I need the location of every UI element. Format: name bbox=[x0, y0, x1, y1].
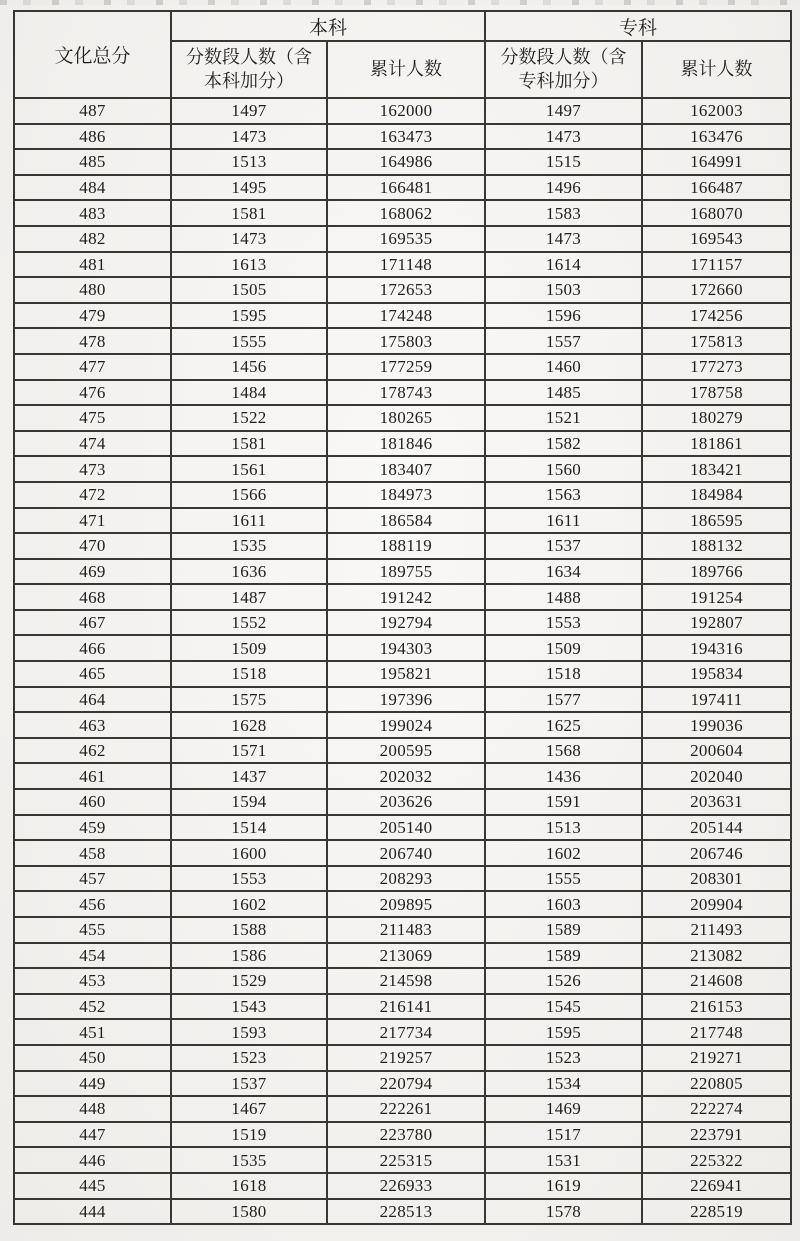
count-cell: 1537 bbox=[485, 533, 642, 559]
count-cell: 1526 bbox=[485, 968, 642, 994]
table-row bbox=[14, 533, 791, 559]
count-cell: 220805 bbox=[642, 1071, 791, 1097]
count-cell: 203626 bbox=[327, 789, 485, 815]
count-cell: 186584 bbox=[327, 508, 485, 534]
count-cell: 1488 bbox=[485, 584, 642, 610]
count-cell: 1614 bbox=[485, 252, 642, 278]
count-cell: 192794 bbox=[327, 610, 485, 636]
count-cell: 223780 bbox=[327, 1122, 485, 1148]
score-cell: 482 bbox=[14, 226, 171, 252]
count-cell: 184973 bbox=[327, 482, 485, 508]
count-cell: 166481 bbox=[327, 175, 485, 201]
count-cell: 1563 bbox=[485, 482, 642, 508]
count-cell: 162003 bbox=[642, 98, 791, 124]
count-cell: 208301 bbox=[642, 866, 791, 892]
count-cell: 1467 bbox=[171, 1096, 327, 1122]
score-cell: 457 bbox=[14, 866, 171, 892]
table-row bbox=[14, 1045, 791, 1071]
group-header-undergraduate: 本科 bbox=[171, 11, 485, 41]
count-cell: 1634 bbox=[485, 559, 642, 585]
count-cell: 178758 bbox=[642, 380, 791, 406]
count-cell: 1531 bbox=[485, 1147, 642, 1173]
count-cell: 177259 bbox=[327, 354, 485, 380]
count-cell: 191254 bbox=[642, 584, 791, 610]
score-cell: 470 bbox=[14, 533, 171, 559]
count-cell: 183407 bbox=[327, 456, 485, 482]
count-cell: 181846 bbox=[327, 431, 485, 457]
count-cell: 1521 bbox=[485, 405, 642, 431]
count-cell: 1460 bbox=[485, 354, 642, 380]
count-cell: 1545 bbox=[485, 994, 642, 1020]
count-cell: 1535 bbox=[171, 533, 327, 559]
score-cell: 476 bbox=[14, 380, 171, 406]
count-cell: 181861 bbox=[642, 431, 791, 457]
table-row bbox=[14, 635, 791, 661]
count-cell: 192807 bbox=[642, 610, 791, 636]
score-cell: 475 bbox=[14, 405, 171, 431]
count-cell: 228519 bbox=[642, 1199, 791, 1225]
score-cell: 479 bbox=[14, 303, 171, 329]
score-cell: 483 bbox=[14, 200, 171, 226]
count-cell: 199024 bbox=[327, 712, 485, 738]
count-cell: 1553 bbox=[485, 610, 642, 636]
table-row bbox=[14, 482, 791, 508]
count-cell: 211483 bbox=[327, 917, 485, 943]
count-cell: 195834 bbox=[642, 661, 791, 687]
count-cell: 184984 bbox=[642, 482, 791, 508]
count-cell: 1509 bbox=[171, 635, 327, 661]
score-cell: 449 bbox=[14, 1071, 171, 1097]
score-cell: 452 bbox=[14, 994, 171, 1020]
count-cell: 169543 bbox=[642, 226, 791, 252]
table-row bbox=[14, 354, 791, 380]
table-row bbox=[14, 891, 791, 917]
count-cell: 217748 bbox=[642, 1019, 791, 1045]
count-cell: 172660 bbox=[642, 277, 791, 303]
count-cell: 214598 bbox=[327, 968, 485, 994]
score-cell: 487 bbox=[14, 98, 171, 124]
count-cell: 216141 bbox=[327, 994, 485, 1020]
count-cell: 163476 bbox=[642, 124, 791, 150]
count-cell: 219271 bbox=[642, 1045, 791, 1071]
count-cell: 1560 bbox=[485, 456, 642, 482]
count-cell: 1557 bbox=[485, 328, 642, 354]
count-cell: 223791 bbox=[642, 1122, 791, 1148]
count-cell: 1589 bbox=[485, 943, 642, 969]
score-cell: 456 bbox=[14, 891, 171, 917]
count-cell: 1625 bbox=[485, 712, 642, 738]
count-cell: 1636 bbox=[171, 559, 327, 585]
count-cell: 1513 bbox=[485, 815, 642, 841]
count-cell: 177273 bbox=[642, 354, 791, 380]
count-cell: 222261 bbox=[327, 1096, 485, 1122]
table-row bbox=[14, 1122, 791, 1148]
count-cell: 171148 bbox=[327, 252, 485, 278]
table-row bbox=[14, 687, 791, 713]
score-cell: 447 bbox=[14, 1122, 171, 1148]
count-cell: 1505 bbox=[171, 277, 327, 303]
score-cell: 455 bbox=[14, 917, 171, 943]
table-row bbox=[14, 1096, 791, 1122]
score-cell: 484 bbox=[14, 175, 171, 201]
count-cell: 1456 bbox=[171, 354, 327, 380]
count-cell: 1581 bbox=[171, 200, 327, 226]
count-cell: 226941 bbox=[642, 1173, 791, 1199]
table-row bbox=[14, 1147, 791, 1173]
count-cell: 1552 bbox=[171, 610, 327, 636]
count-cell: 169535 bbox=[327, 226, 485, 252]
score-cell: 471 bbox=[14, 508, 171, 534]
count-cell: 1543 bbox=[171, 994, 327, 1020]
count-cell: 1577 bbox=[485, 687, 642, 713]
count-cell: 1436 bbox=[485, 763, 642, 789]
table-row bbox=[14, 380, 791, 406]
count-cell: 1535 bbox=[171, 1147, 327, 1173]
count-cell: 1586 bbox=[171, 943, 327, 969]
table-row bbox=[14, 1019, 791, 1045]
count-cell: 219257 bbox=[327, 1045, 485, 1071]
count-cell: 1571 bbox=[171, 738, 327, 764]
col-header-undergrad-band-count: 分数段人数（含本科加分） bbox=[171, 41, 327, 98]
count-cell: 188132 bbox=[642, 533, 791, 559]
score-cell: 451 bbox=[14, 1019, 171, 1045]
count-cell: 1522 bbox=[171, 405, 327, 431]
count-cell: 164986 bbox=[327, 149, 485, 175]
table-row bbox=[14, 1071, 791, 1097]
table-row bbox=[14, 1199, 791, 1225]
count-cell: 166487 bbox=[642, 175, 791, 201]
count-cell: 1578 bbox=[485, 1199, 642, 1225]
score-cell: 486 bbox=[14, 124, 171, 150]
score-cell: 462 bbox=[14, 738, 171, 764]
table-row bbox=[14, 405, 791, 431]
group-header-row bbox=[14, 11, 791, 41]
table-row bbox=[14, 124, 791, 150]
count-cell: 225315 bbox=[327, 1147, 485, 1173]
count-cell: 188119 bbox=[327, 533, 485, 559]
table-row bbox=[14, 277, 791, 303]
table-row bbox=[14, 661, 791, 687]
count-cell: 203631 bbox=[642, 789, 791, 815]
count-cell: 1589 bbox=[485, 917, 642, 943]
score-cell: 473 bbox=[14, 456, 171, 482]
count-cell: 213082 bbox=[642, 943, 791, 969]
count-cell: 163473 bbox=[327, 124, 485, 150]
count-cell: 1618 bbox=[171, 1173, 327, 1199]
score-cell: 461 bbox=[14, 763, 171, 789]
count-cell: 226933 bbox=[327, 1173, 485, 1199]
score-cell: 454 bbox=[14, 943, 171, 969]
count-cell: 1519 bbox=[171, 1122, 327, 1148]
count-cell: 1596 bbox=[485, 303, 642, 329]
table-row bbox=[14, 610, 791, 636]
count-cell: 195821 bbox=[327, 661, 485, 687]
score-cell: 453 bbox=[14, 968, 171, 994]
score-distribution-table bbox=[13, 10, 792, 1225]
count-cell: 1509 bbox=[485, 635, 642, 661]
count-cell: 180265 bbox=[327, 405, 485, 431]
count-cell: 189766 bbox=[642, 559, 791, 585]
count-cell: 180279 bbox=[642, 405, 791, 431]
table-row bbox=[14, 1173, 791, 1199]
count-cell: 1485 bbox=[485, 380, 642, 406]
score-cell: 469 bbox=[14, 559, 171, 585]
table-row bbox=[14, 840, 791, 866]
count-cell: 1495 bbox=[171, 175, 327, 201]
count-cell: 1595 bbox=[171, 303, 327, 329]
score-cell: 465 bbox=[14, 661, 171, 687]
count-cell: 175813 bbox=[642, 328, 791, 354]
count-cell: 191242 bbox=[327, 584, 485, 610]
score-cell: 459 bbox=[14, 815, 171, 841]
count-cell: 1602 bbox=[171, 891, 327, 917]
count-cell: 1593 bbox=[171, 1019, 327, 1045]
count-cell: 1514 bbox=[171, 815, 327, 841]
count-cell: 1515 bbox=[485, 149, 642, 175]
count-cell: 172653 bbox=[327, 277, 485, 303]
count-cell: 1566 bbox=[171, 482, 327, 508]
table-row bbox=[14, 328, 791, 354]
score-cell: 463 bbox=[14, 712, 171, 738]
score-cell: 446 bbox=[14, 1147, 171, 1173]
table-row bbox=[14, 508, 791, 534]
count-cell: 197411 bbox=[642, 687, 791, 713]
count-cell: 1611 bbox=[485, 508, 642, 534]
count-cell: 1437 bbox=[171, 763, 327, 789]
table-header bbox=[14, 11, 791, 98]
table-row bbox=[14, 584, 791, 610]
score-cell: 460 bbox=[14, 789, 171, 815]
count-cell: 1484 bbox=[171, 380, 327, 406]
count-cell: 200604 bbox=[642, 738, 791, 764]
table-row bbox=[14, 303, 791, 329]
count-cell: 200595 bbox=[327, 738, 485, 764]
count-cell: 1594 bbox=[171, 789, 327, 815]
count-cell: 164991 bbox=[642, 149, 791, 175]
count-cell: 1497 bbox=[171, 98, 327, 124]
count-cell: 217734 bbox=[327, 1019, 485, 1045]
count-cell: 1487 bbox=[171, 584, 327, 610]
count-cell: 1497 bbox=[485, 98, 642, 124]
count-cell: 1600 bbox=[171, 840, 327, 866]
score-cell: 468 bbox=[14, 584, 171, 610]
table-row bbox=[14, 431, 791, 457]
score-cell: 467 bbox=[14, 610, 171, 636]
count-cell: 194303 bbox=[327, 635, 485, 661]
score-cell: 450 bbox=[14, 1045, 171, 1071]
count-cell: 1503 bbox=[485, 277, 642, 303]
count-cell: 202040 bbox=[642, 763, 791, 789]
count-cell: 1496 bbox=[485, 175, 642, 201]
count-cell: 1553 bbox=[171, 866, 327, 892]
count-cell: 209904 bbox=[642, 891, 791, 917]
table-row bbox=[14, 994, 791, 1020]
count-cell: 206740 bbox=[327, 840, 485, 866]
score-cell: 481 bbox=[14, 252, 171, 278]
count-cell: 1575 bbox=[171, 687, 327, 713]
score-cell: 444 bbox=[14, 1199, 171, 1225]
count-cell: 220794 bbox=[327, 1071, 485, 1097]
score-cell: 448 bbox=[14, 1096, 171, 1122]
table-row bbox=[14, 559, 791, 585]
count-cell: 1581 bbox=[171, 431, 327, 457]
table-row bbox=[14, 456, 791, 482]
table-row bbox=[14, 98, 791, 124]
count-cell: 1561 bbox=[171, 456, 327, 482]
col-header-undergrad-cumulative: 累计人数 bbox=[327, 41, 485, 98]
score-cell: 485 bbox=[14, 149, 171, 175]
count-cell: 1613 bbox=[171, 252, 327, 278]
count-cell: 1469 bbox=[485, 1096, 642, 1122]
count-cell: 1518 bbox=[171, 661, 327, 687]
count-cell: 197396 bbox=[327, 687, 485, 713]
score-cell: 464 bbox=[14, 687, 171, 713]
table-row bbox=[14, 226, 791, 252]
count-cell: 1523 bbox=[171, 1045, 327, 1071]
count-cell: 1619 bbox=[485, 1173, 642, 1199]
count-cell: 1602 bbox=[485, 840, 642, 866]
count-cell: 186595 bbox=[642, 508, 791, 534]
count-cell: 1537 bbox=[171, 1071, 327, 1097]
col-header-college-cumulative: 累计人数 bbox=[642, 41, 791, 98]
score-cell: 474 bbox=[14, 431, 171, 457]
count-cell: 228513 bbox=[327, 1199, 485, 1225]
table-row bbox=[14, 866, 791, 892]
count-cell: 214608 bbox=[642, 968, 791, 994]
score-table-body bbox=[14, 98, 791, 1224]
score-cell: 458 bbox=[14, 840, 171, 866]
count-cell: 1529 bbox=[171, 968, 327, 994]
count-cell: 168062 bbox=[327, 200, 485, 226]
count-cell: 199036 bbox=[642, 712, 791, 738]
score-cell: 472 bbox=[14, 482, 171, 508]
count-cell: 174248 bbox=[327, 303, 485, 329]
count-cell: 202032 bbox=[327, 763, 485, 789]
table-row bbox=[14, 943, 791, 969]
count-cell: 1582 bbox=[485, 431, 642, 457]
score-cell: 477 bbox=[14, 354, 171, 380]
count-cell: 211493 bbox=[642, 917, 791, 943]
score-cell: 480 bbox=[14, 277, 171, 303]
count-cell: 174256 bbox=[642, 303, 791, 329]
score-cell: 478 bbox=[14, 328, 171, 354]
table-row bbox=[14, 789, 791, 815]
count-cell: 189755 bbox=[327, 559, 485, 585]
count-cell: 183421 bbox=[642, 456, 791, 482]
count-cell: 213069 bbox=[327, 943, 485, 969]
count-cell: 206746 bbox=[642, 840, 791, 866]
count-cell: 1595 bbox=[485, 1019, 642, 1045]
table-row bbox=[14, 252, 791, 278]
count-cell: 1473 bbox=[171, 124, 327, 150]
count-cell: 1611 bbox=[171, 508, 327, 534]
count-cell: 1473 bbox=[171, 226, 327, 252]
table-row bbox=[14, 712, 791, 738]
count-cell: 1583 bbox=[485, 200, 642, 226]
table-row bbox=[14, 968, 791, 994]
count-cell: 1518 bbox=[485, 661, 642, 687]
count-cell: 225322 bbox=[642, 1147, 791, 1173]
table-row bbox=[14, 815, 791, 841]
table-row bbox=[14, 763, 791, 789]
count-cell: 162000 bbox=[327, 98, 485, 124]
count-cell: 1523 bbox=[485, 1045, 642, 1071]
col-header-total-score: 文化总分 bbox=[14, 11, 171, 98]
table-row bbox=[14, 738, 791, 764]
count-cell: 1588 bbox=[171, 917, 327, 943]
count-cell: 1534 bbox=[485, 1071, 642, 1097]
count-cell: 205144 bbox=[642, 815, 791, 841]
count-cell: 1473 bbox=[485, 124, 642, 150]
table-row bbox=[14, 200, 791, 226]
count-cell: 1603 bbox=[485, 891, 642, 917]
count-cell: 1473 bbox=[485, 226, 642, 252]
count-cell: 205140 bbox=[327, 815, 485, 841]
count-cell: 1628 bbox=[171, 712, 327, 738]
count-cell: 178743 bbox=[327, 380, 485, 406]
count-cell: 208293 bbox=[327, 866, 485, 892]
count-cell: 1555 bbox=[171, 328, 327, 354]
count-cell: 1591 bbox=[485, 789, 642, 815]
table-row bbox=[14, 175, 791, 201]
count-cell: 216153 bbox=[642, 994, 791, 1020]
group-header-junior-college: 专科 bbox=[485, 11, 791, 41]
count-cell: 1555 bbox=[485, 866, 642, 892]
count-cell: 1580 bbox=[171, 1199, 327, 1225]
count-cell: 222274 bbox=[642, 1096, 791, 1122]
col-header-college-band-count: 分数段人数（含专科加分） bbox=[485, 41, 642, 98]
count-cell: 171157 bbox=[642, 252, 791, 278]
count-cell: 1513 bbox=[171, 149, 327, 175]
score-cell: 445 bbox=[14, 1173, 171, 1199]
table-row bbox=[14, 917, 791, 943]
count-cell: 1517 bbox=[485, 1122, 642, 1148]
count-cell: 194316 bbox=[642, 635, 791, 661]
scan-noise-artifact bbox=[0, 0, 800, 5]
score-cell: 466 bbox=[14, 635, 171, 661]
count-cell: 1568 bbox=[485, 738, 642, 764]
count-cell: 168070 bbox=[642, 200, 791, 226]
count-cell: 175803 bbox=[327, 328, 485, 354]
table-row bbox=[14, 149, 791, 175]
count-cell: 209895 bbox=[327, 891, 485, 917]
